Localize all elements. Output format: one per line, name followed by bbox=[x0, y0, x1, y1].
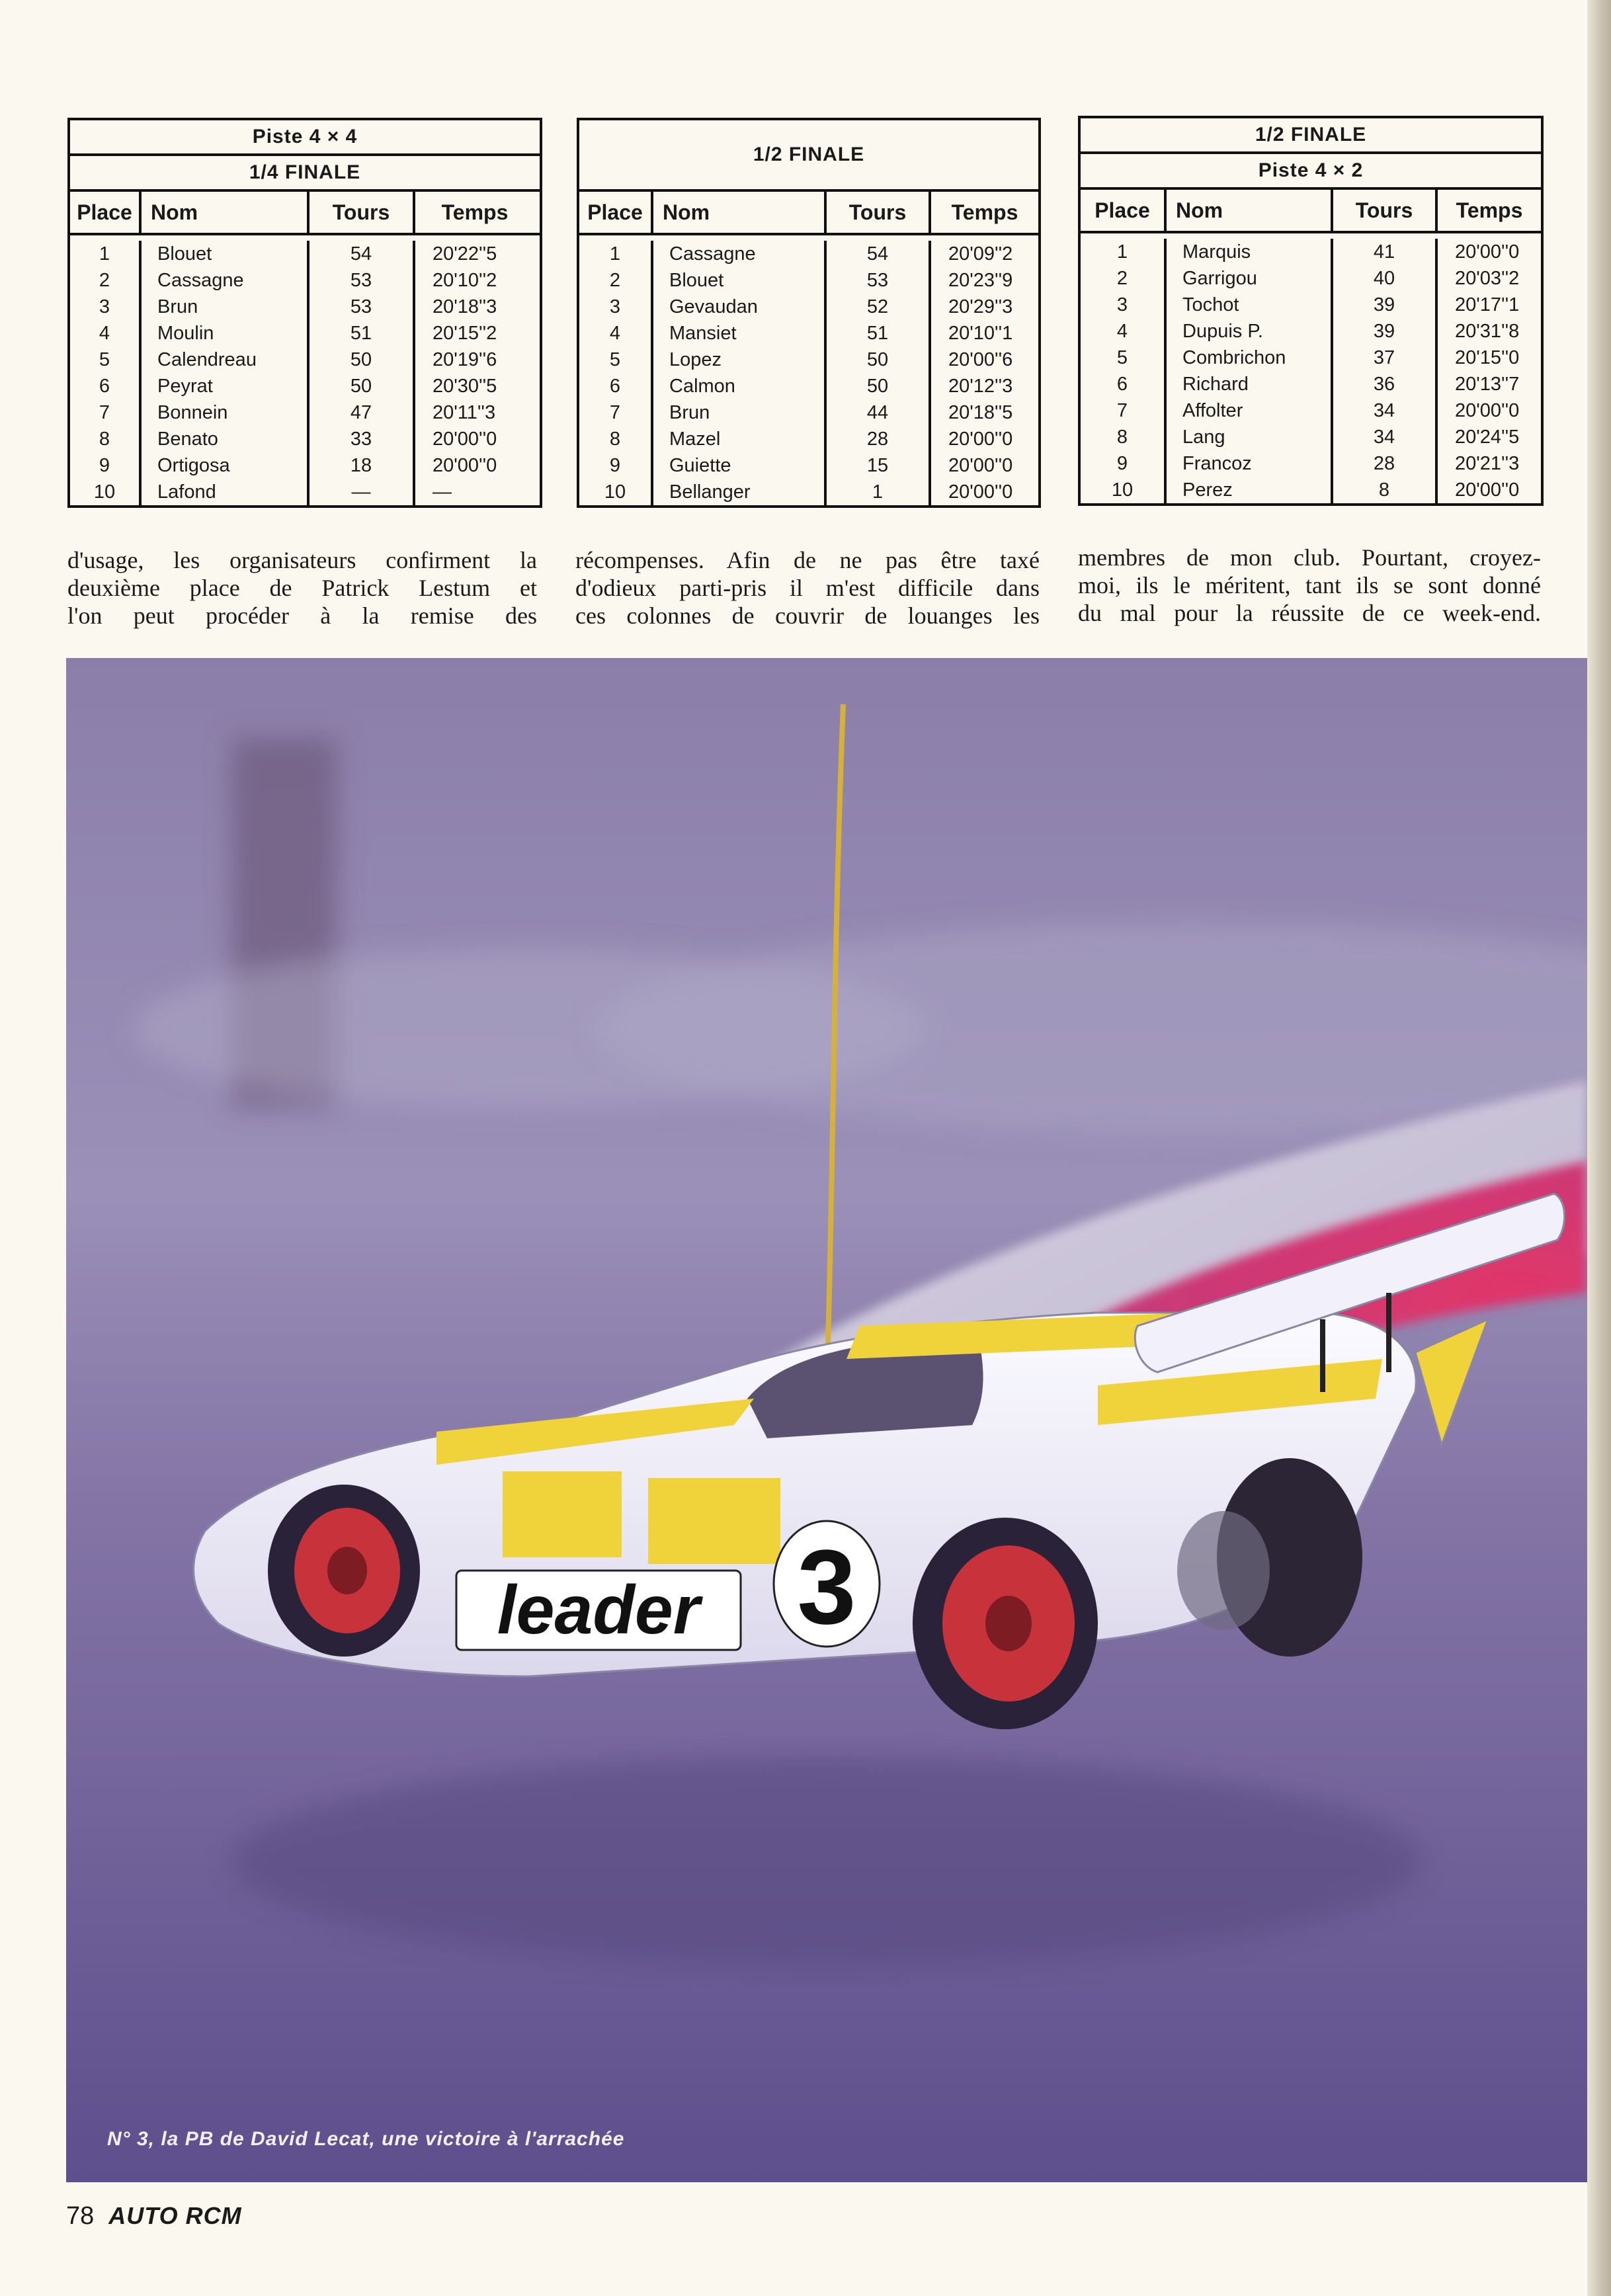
table-body bbox=[579, 235, 1038, 505]
table-cell: Guiette bbox=[669, 455, 731, 476]
table-cell: 2 bbox=[99, 270, 110, 291]
column-headers bbox=[70, 192, 540, 235]
table-cell: 34 bbox=[1373, 427, 1395, 448]
table-cell: 20'18''3 bbox=[433, 296, 497, 317]
table-body bbox=[1081, 233, 1541, 503]
table-cell: Mansiet bbox=[669, 323, 737, 344]
col-nom-header: Nom bbox=[653, 192, 827, 233]
table-cell: Peyrat bbox=[157, 376, 213, 397]
table-cell: 53 bbox=[350, 270, 372, 291]
table-cell: Gevaudan bbox=[669, 296, 758, 317]
table-cell: 20'29''3 bbox=[948, 296, 1013, 317]
table-cell: 40 bbox=[1373, 268, 1395, 289]
table-cell: 39 bbox=[1373, 321, 1395, 342]
table-cell: Lafond bbox=[157, 481, 216, 503]
table-cell: Brun bbox=[669, 402, 710, 423]
table-cell: 20'10''2 bbox=[433, 270, 497, 291]
col-nom-header: Nom bbox=[1167, 190, 1333, 231]
table-header: 1/2 FINALE bbox=[1081, 118, 1541, 154]
page-number: 78 bbox=[66, 2202, 95, 2230]
col-temps-header: Temps bbox=[1456, 198, 1523, 222]
table-cell: 50 bbox=[866, 376, 889, 397]
table-cell: 1 bbox=[609, 243, 621, 265]
table-cell: 20'03''2 bbox=[1455, 268, 1520, 289]
col-tours-header: Tours bbox=[1333, 190, 1438, 231]
col-temps-header: Temps bbox=[951, 200, 1018, 224]
table-cell: Richard bbox=[1182, 374, 1249, 395]
table-cell: 20'11''3 bbox=[433, 402, 496, 423]
table-cell: Perez bbox=[1182, 479, 1233, 501]
table-cell: Francoz bbox=[1182, 453, 1252, 474]
table-cell: — bbox=[351, 481, 371, 503]
table-cell: 2 bbox=[1116, 268, 1128, 289]
table-cell: 7 bbox=[609, 402, 621, 423]
table-cell: 50 bbox=[350, 376, 372, 397]
page-edge-shadow bbox=[1587, 0, 1611, 2296]
table-cell: 5 bbox=[99, 349, 110, 370]
table-cell: 36 bbox=[1373, 374, 1395, 395]
article-text-column-2 bbox=[575, 546, 1040, 630]
table-cell: 20'00''0 bbox=[433, 429, 497, 450]
table-cell: Combrichon bbox=[1182, 347, 1286, 368]
table-cell: Affolter bbox=[1182, 400, 1243, 421]
table-cell: 3 bbox=[99, 296, 110, 317]
table-cell: 20'30''5 bbox=[433, 376, 497, 397]
table-cell: 8 bbox=[99, 429, 110, 450]
table-cell: Cassagne bbox=[157, 270, 244, 291]
table-cell: 1 bbox=[1116, 241, 1128, 263]
table-cell: 50 bbox=[866, 349, 889, 370]
table-cell: 51 bbox=[350, 323, 372, 344]
results-table-semi-final bbox=[577, 118, 1041, 508]
page-footer bbox=[66, 2202, 242, 2231]
table-cell: 5 bbox=[609, 349, 621, 370]
table-cell: Bellanger bbox=[669, 481, 751, 503]
col-tours-header: Tours bbox=[310, 192, 415, 233]
results-table-semi-final-4x2 bbox=[1078, 116, 1544, 506]
text-line: moi, ils le méritent, tant ils se sont donné bbox=[1078, 572, 1541, 598]
table-cell: Brun bbox=[157, 296, 198, 317]
table-cell: 39 bbox=[1373, 294, 1395, 315]
table-cell: Lopez bbox=[669, 349, 722, 370]
article-text-column-3 bbox=[1078, 544, 1541, 627]
col-place-header: Place bbox=[70, 192, 142, 233]
table-cell: 52 bbox=[866, 296, 889, 317]
table-cell: 6 bbox=[99, 376, 110, 397]
table-cell: Dupuis P. bbox=[1182, 321, 1263, 342]
table-cell: Blouet bbox=[669, 270, 724, 291]
column-headers bbox=[1081, 190, 1541, 233]
table-cell: 20'10''1 bbox=[948, 323, 1013, 344]
table-cell: 4 bbox=[609, 323, 621, 344]
text-line: membres de mon club. Pourtant, croyez- bbox=[1078, 544, 1541, 571]
table-cell: 4 bbox=[1116, 321, 1128, 342]
col-tours-header: Tours bbox=[827, 192, 931, 233]
table-cell: 6 bbox=[1116, 374, 1128, 395]
table-body bbox=[70, 235, 540, 505]
race-car-photo bbox=[66, 658, 1587, 2182]
table-cell: 50 bbox=[350, 349, 372, 370]
table-cell: 10 bbox=[1111, 479, 1134, 501]
table-cell: 20'00''0 bbox=[948, 481, 1013, 503]
table-cell: 33 bbox=[350, 429, 372, 450]
table-cell: 8 bbox=[609, 429, 621, 450]
table-cell: 51 bbox=[866, 323, 889, 344]
publication-name: AUTO RCM bbox=[108, 2202, 242, 2229]
table-cell: 54 bbox=[350, 243, 372, 265]
col-temps-header: Temps bbox=[441, 200, 509, 224]
table-cell: 20'24''5 bbox=[1455, 427, 1520, 448]
table-cell: 1 bbox=[872, 481, 884, 503]
table-cell: 9 bbox=[609, 455, 621, 476]
table-cell: 6 bbox=[609, 376, 621, 397]
table-cell: 9 bbox=[1116, 453, 1128, 474]
table-cell: Marquis bbox=[1182, 241, 1251, 263]
table-cell: Calendreau bbox=[157, 349, 257, 370]
car-number: 3 bbox=[797, 1528, 856, 1646]
table-cell: 44 bbox=[866, 402, 889, 423]
table-cell: 20'00''0 bbox=[1455, 241, 1520, 263]
table-subheader: Piste 4 × 2 bbox=[1081, 154, 1541, 190]
table-header: 1/2 FINALE bbox=[579, 120, 1038, 192]
table-cell: 20'00''0 bbox=[1455, 479, 1520, 501]
table-cell: 3 bbox=[609, 296, 621, 317]
table-cell: 20'13''7 bbox=[1455, 374, 1520, 395]
text-line: d'usage, les organisateurs confirment la bbox=[67, 547, 537, 573]
table-cell: Lang bbox=[1182, 427, 1225, 448]
table-cell: Cassagne bbox=[669, 243, 756, 265]
table-cell: 20'15''2 bbox=[433, 323, 497, 344]
table-cell: 37 bbox=[1373, 347, 1395, 368]
table-cell: 4 bbox=[99, 323, 110, 344]
table-cell: Benato bbox=[157, 429, 218, 450]
table-cell: 18 bbox=[350, 455, 372, 476]
table-cell: 9 bbox=[99, 455, 110, 476]
table-cell: Mazel bbox=[669, 429, 721, 450]
results-table-quarter-final-4x4 bbox=[67, 118, 542, 508]
table-cell: 20'00''6 bbox=[948, 349, 1013, 370]
table-cell: 8 bbox=[1116, 427, 1128, 448]
table-cell: 20'00''0 bbox=[948, 455, 1013, 476]
text-line: deuxième place de Patrick Lestum et bbox=[67, 575, 537, 601]
table-cell: 10 bbox=[604, 481, 626, 503]
table-cell: Moulin bbox=[157, 323, 214, 344]
photo-illustration bbox=[66, 658, 1587, 2182]
table-cell: 20'19''6 bbox=[433, 349, 497, 370]
table-cell: 20'00''0 bbox=[1455, 400, 1520, 421]
col-nom-header: Nom bbox=[142, 192, 310, 233]
table-cell: 20'31''8 bbox=[1455, 321, 1520, 342]
table-cell: 1 bbox=[99, 243, 110, 265]
table-cell: 20'09''2 bbox=[948, 243, 1013, 265]
table-cell: 20'00''0 bbox=[948, 429, 1013, 450]
table-cell: 20'23''9 bbox=[948, 270, 1013, 291]
table-cell: 10 bbox=[93, 481, 116, 503]
table-cell: Calmon bbox=[669, 376, 735, 397]
table-cell: 53 bbox=[866, 270, 889, 291]
table-cell: 7 bbox=[1116, 400, 1128, 421]
col-place-header: Place bbox=[1081, 190, 1167, 231]
table-cell: Blouet bbox=[157, 243, 212, 265]
table-cell: Tochot bbox=[1182, 294, 1239, 315]
table-cell: 8 bbox=[1378, 479, 1390, 501]
table-cell: 15 bbox=[866, 455, 889, 476]
table-cell: 7 bbox=[99, 402, 110, 423]
photo-caption: N° 3, la PB de David Lecat, une victoire à l'arrachée bbox=[107, 2128, 625, 2150]
table-cell: 53 bbox=[350, 296, 372, 317]
table-cell: 20'22''5 bbox=[433, 243, 497, 265]
sponsor-logo: leader bbox=[497, 1572, 700, 1649]
table-cell: 20'15''0 bbox=[1455, 347, 1520, 368]
table-cell: Bonnein bbox=[157, 402, 228, 423]
table-cell: — bbox=[433, 481, 452, 503]
text-line: ces colonnes de couvrir de louanges les bbox=[575, 602, 1040, 629]
text-line: l'on peut procéder à la remise des bbox=[67, 602, 537, 629]
table-cell: 28 bbox=[866, 429, 889, 450]
table-cell: Ortigosa bbox=[157, 455, 230, 476]
table-cell: Garrigou bbox=[1182, 268, 1257, 289]
table-cell: 28 bbox=[1373, 453, 1395, 474]
table-cell: 20'18''5 bbox=[948, 402, 1013, 423]
table-cell: 20'12''3 bbox=[948, 376, 1013, 397]
table-header: Piste 4 × 4 bbox=[70, 120, 540, 156]
text-line: d'odieux parti-pris il m'est difficile dans bbox=[575, 575, 1040, 601]
table-cell: 54 bbox=[866, 243, 889, 265]
table-cell: 3 bbox=[1116, 294, 1128, 315]
table-cell: 47 bbox=[350, 402, 372, 423]
table-cell: 20'17''1 bbox=[1455, 294, 1520, 315]
table-cell: 34 bbox=[1373, 400, 1395, 421]
table-cell: 2 bbox=[609, 270, 621, 291]
table-cell: 5 bbox=[1116, 347, 1128, 368]
col-place-header: Place bbox=[579, 192, 653, 233]
text-line: du mal pour la réussite de ce week-end. bbox=[1078, 600, 1541, 626]
text-line: récompenses. Afin de ne pas être taxé bbox=[575, 547, 1040, 573]
column-headers bbox=[579, 192, 1038, 235]
article-text-column-1 bbox=[67, 546, 537, 630]
table-subheader: 1/4 FINALE bbox=[70, 156, 540, 192]
table-cell: 41 bbox=[1373, 241, 1395, 263]
table-cell: 20'21''3 bbox=[1455, 453, 1520, 474]
table-cell: 20'00''0 bbox=[433, 455, 497, 476]
